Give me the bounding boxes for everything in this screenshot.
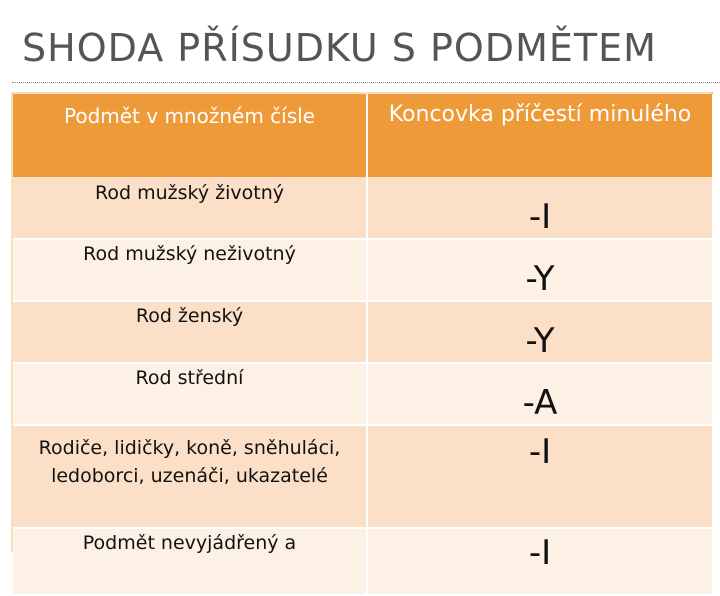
table-header-row <box>13 94 713 177</box>
subject-cell: Rod mužský životný <box>13 177 367 239</box>
header-subject: Podmět v množném čísle <box>13 94 367 177</box>
agreement-table <box>11 92 713 573</box>
ending-cell: -I <box>367 425 713 528</box>
ending-cell: -Y <box>367 301 713 363</box>
subject-cell: Podmět nevyjádřený a <box>13 528 367 595</box>
title-divider <box>12 82 720 83</box>
header-ending: Koncovka příčestí minulého <box>367 94 713 177</box>
subject-cell: Rod mužský neživotný <box>13 239 367 301</box>
subject-cell: Rod střední <box>13 363 367 425</box>
ending-cell: -A <box>367 363 713 425</box>
table-row <box>13 528 713 595</box>
subject-cell: Rod ženský <box>13 301 367 363</box>
ending-cell: -I <box>367 177 713 239</box>
table-row <box>13 177 713 239</box>
table-row <box>13 301 713 363</box>
ending-cell: -Y <box>367 239 713 301</box>
slide-title: SHODA PŘÍSUDKU S PODMĚTEM <box>22 26 657 70</box>
ending-cell: -I <box>367 528 713 595</box>
table-row <box>13 425 713 528</box>
subject-cell: Rodiče, lidičky, koně, sněhuláci, ledoborci, uzenáči, ukazatelé <box>13 425 367 528</box>
table-row <box>13 239 713 301</box>
table-row <box>13 363 713 425</box>
